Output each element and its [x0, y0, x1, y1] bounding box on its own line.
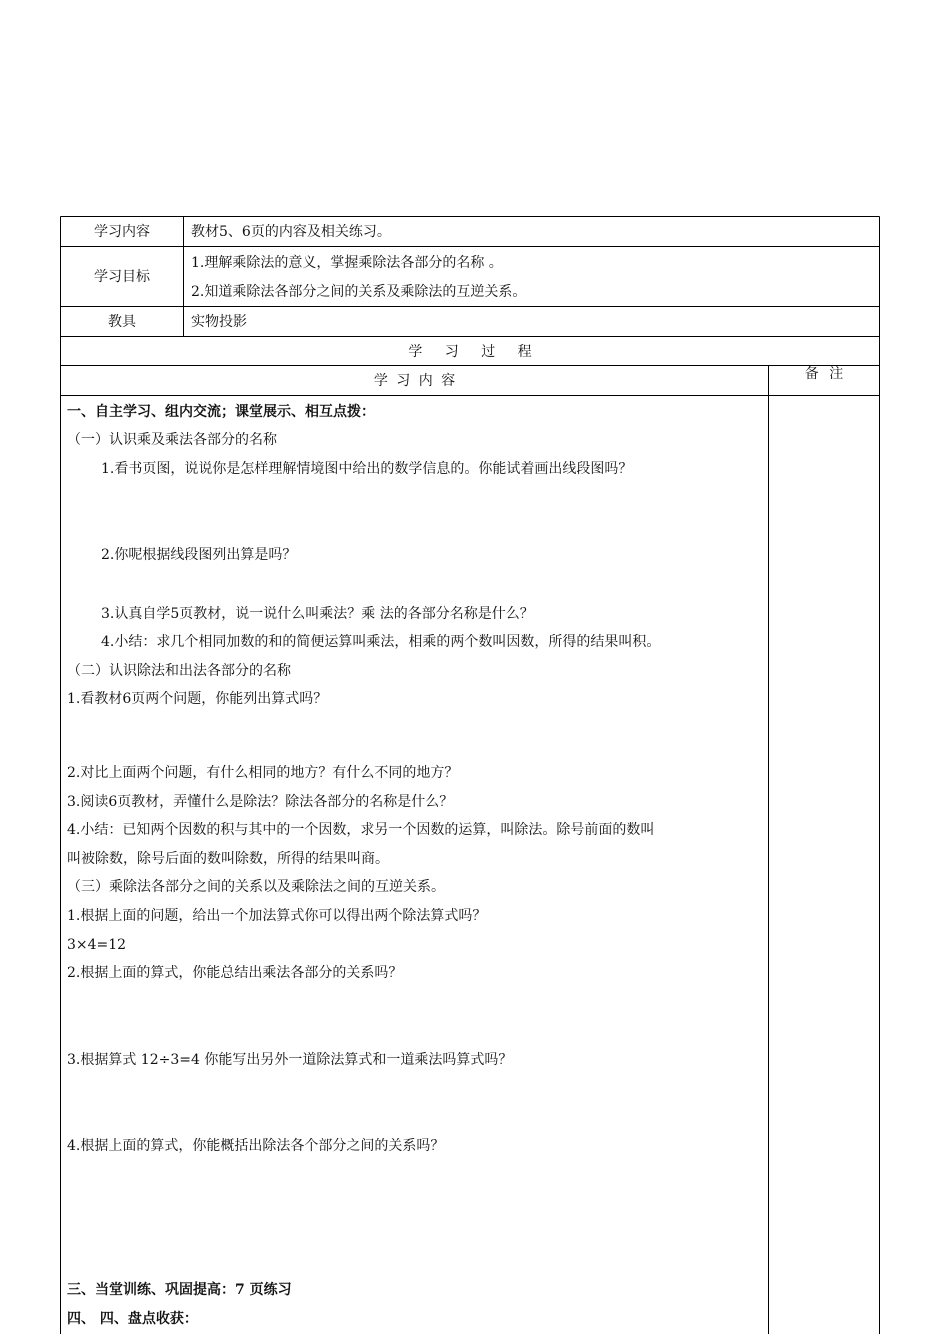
- part-3-question-3: 3.根据算式 12÷3=4 你能写出另外一道除法算式和一道乘法吗算式吗？: [67, 1052, 513, 1068]
- part-3-title: （三）乘除法各部分之间的关系以及乘除法之间的互逆关系。: [67, 879, 445, 895]
- part-1-question-2: 2.你呢根据线段图列出算是吗？: [101, 547, 297, 563]
- goal-item-1: 1.理解乘除法的意义，掌握乘除法各部分的名称 。: [191, 255, 503, 271]
- goal-item-2: 2.知道乘除法各部分之间的关系及乘除法的互逆关系。: [191, 284, 527, 300]
- notes-column-title: 备 注: [804, 366, 844, 382]
- section-4-heading: 四、 四、盘点收获：: [67, 1311, 198, 1327]
- part-3-question-4: 4.根据上面的算式，你能概括出除法各个部分之间的关系吗？: [67, 1138, 445, 1154]
- content-value: 教材5、6页的内容及相关练习。: [191, 224, 391, 240]
- content-label: 学习内容: [94, 224, 150, 240]
- part-2-question-3: 3.阅读6页教材，弄懂什么是除法？除法各部分的名称是什么？: [67, 794, 454, 810]
- part-2-title: （二）认识除法和出法各部分的名称: [67, 663, 291, 679]
- part-2-question-2: 2.对比上面两个问题，有什么相同的地方？有什么不同的地方？: [67, 765, 459, 781]
- part-3-question-2: 2.根据上面的算式，你能总结出乘法各部分的关系吗？: [67, 965, 403, 981]
- tools-value: 实物投影: [191, 314, 247, 330]
- goal-label: 学习目标: [94, 269, 150, 285]
- part-1-question-1: 1.看书页图，说说你是怎样理解情境图中给出的数学信息的。你能试着画出线段图吗？: [101, 461, 633, 477]
- section-3-heading: 三、当堂训练、巩固提高：7 页练习: [67, 1282, 292, 1298]
- tools-label: 教具: [108, 314, 136, 330]
- content-column-title: 学 习 内 容: [373, 373, 456, 389]
- part-1-question-3: 3.认真自学5页教材，说一说什么叫乘法？乘 法的各部分名称是什么？: [101, 606, 534, 622]
- part-2-question-4-line-2: 叫被除数，除号后面的数叫除数，所得的结果叫商。: [67, 851, 389, 867]
- part-3-formula: 3×4=12: [67, 937, 127, 953]
- part-1-title: （一）认识乘及乘法各部分的名称: [67, 432, 277, 448]
- part-3-question-1: 1.根据上面的问题，给出一个加法算式你可以得出两个除法算式吗？: [67, 908, 487, 924]
- section-1-heading: 一、自主学习、组内交流；课堂展示、相互点拨：: [67, 404, 375, 420]
- part-2-question-1: 1.看教材6页两个问题，你能列出算式吗？: [67, 691, 328, 707]
- part-2-question-4-line-1: 4.小结：已知两个因数的积与其中的一个因数，求另一个因数的运算，叫除法。除号前面的数叫: [67, 822, 655, 838]
- part-1-question-4: 4.小结：求几个相同加数的和的简便运算叫乘法，相乘的两个数叫因数，所得的结果叫积。: [101, 634, 661, 650]
- process-title: 学 习 过 程: [408, 344, 532, 360]
